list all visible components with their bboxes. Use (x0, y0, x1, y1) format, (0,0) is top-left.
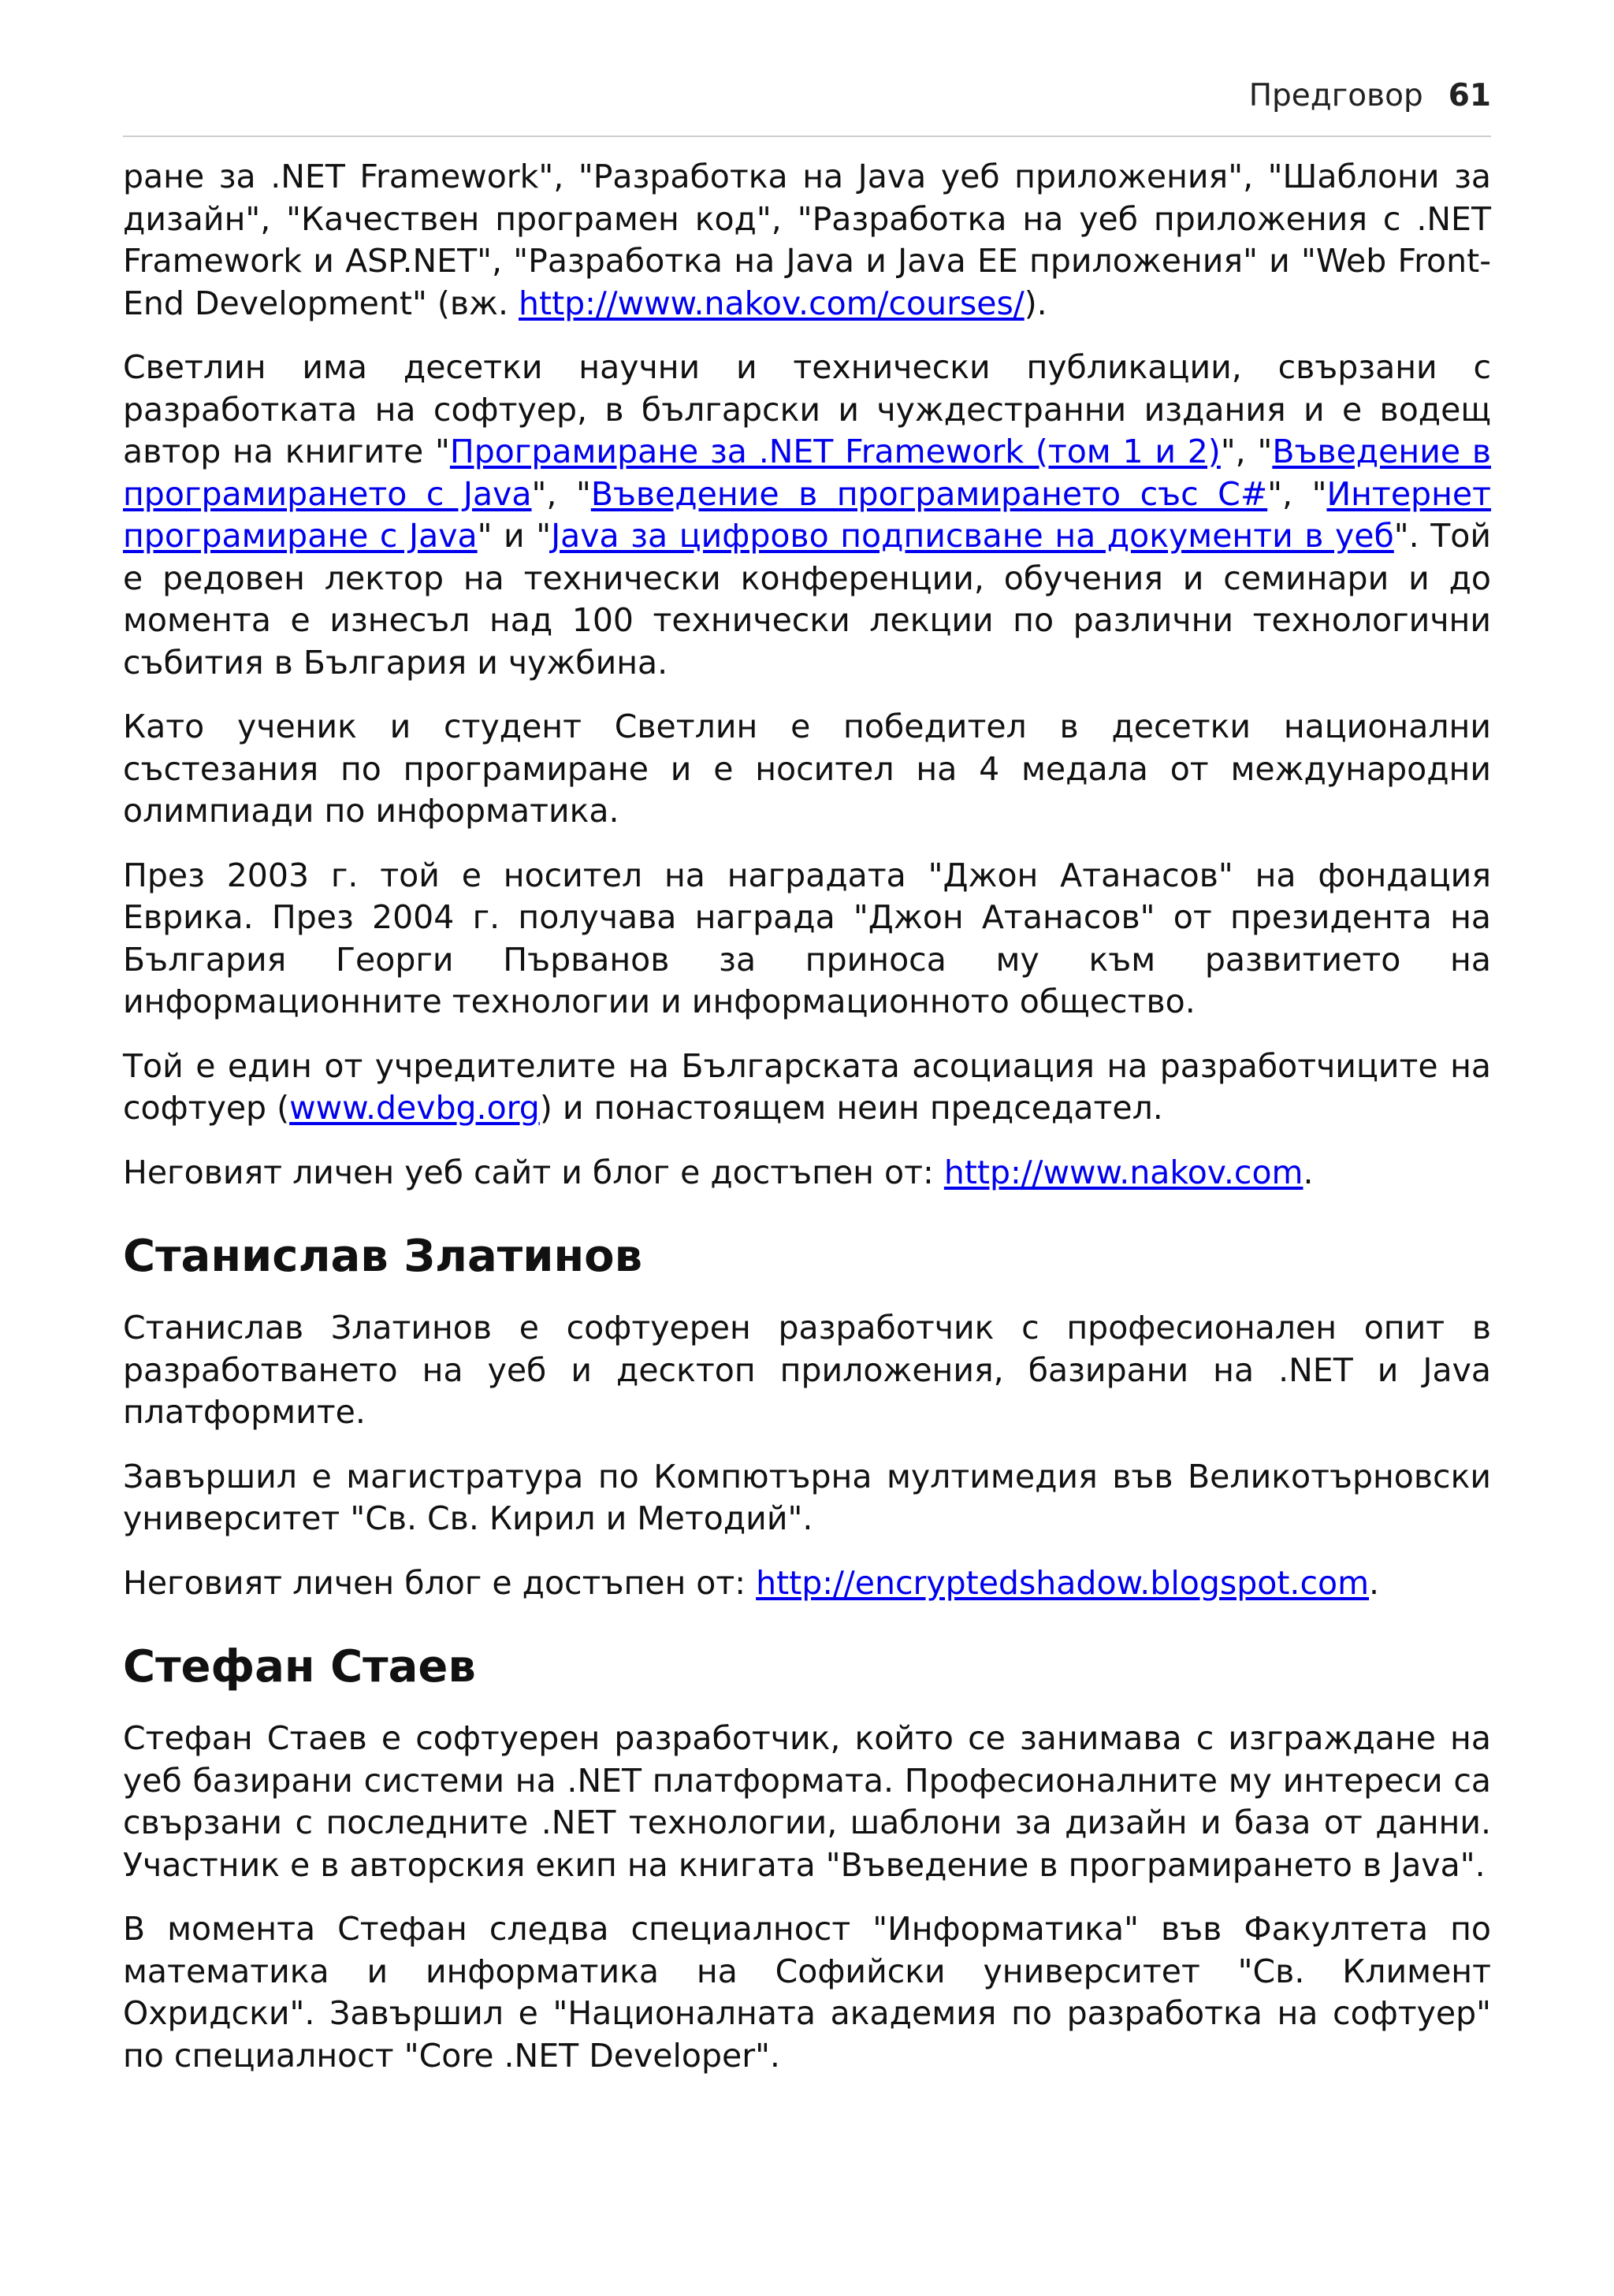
book-link-intro-java[interactable]: Въведение в програмирането с Java (123, 433, 1491, 513)
running-header (123, 76, 1491, 137)
page-content (123, 137, 1491, 2077)
paragraph-zlatinov-intro: Станислав Златинов е софтуерен разработчик с професионален опит в разработването на уеб и десктоп приложения, базирани на .NET и Java платформите. (123, 1309, 1491, 1431)
header-title: Предговор (1248, 78, 1423, 113)
paragraph-awards: През 2003 г. той е носител на наградата "Джон Атанасов" на фондация Еврика. През 2004 г. получава награда "Джон Атанасов" от президента на България Георги Първанов за приноса му към развитието на информационните технологии и информационното общество. (123, 856, 1491, 1020)
paragraph-zlatinov-blog: Неговият личен блог е достъпен от: http://encryptedshadow.blogspot.com. (123, 1563, 1380, 1602)
paragraph-zlatinov-education: Завършил е магистратура по Компютърна мултимедия във Великотърновски университет "Св. Св. Кирил и Методий". (123, 1457, 1491, 1537)
section-heading-zlatinov: Станислав Златинов (123, 1231, 643, 1282)
document-page (123, 76, 1491, 2099)
section-heading-staev: Стефан Стаев (123, 1641, 476, 1692)
paragraph-courses: ране за .NET Framework", "Разработка на Java уеб приложения", "Шаблони за дизайн", "Качествен програмен код", "Разработка на уеб приложения с .NET Framework и ASP.NET", "Разработка на Java и Java EE приложения" и "Web Front-End Development" (вж. http://www.nakov.com/courses/). (123, 158, 1491, 322)
courses-link[interactable]: http://www.nakov.com/courses/ (519, 284, 1025, 322)
zlatinov-blog-link[interactable]: http://encryptedshadow.blogspot.com (756, 1563, 1370, 1602)
page-number: 61 (1448, 78, 1491, 113)
paragraph-devbg: Той е един от учредителите на Българската асоциация на разработчиците на софтуер (www.devbg.org) и понастоящем неин председател. (123, 1046, 1491, 1127)
paragraph-staev-education: В момента Стефан следва специалност "Информатика" във Факултета по математика и информатика на Софийски университет "Св. Климент Охридски". Завършил е "Националната академия по разработка на софтуер" по специалност "Core .NET Developer". (123, 1910, 1491, 2075)
paragraph-staev-intro: Стефан Стаев е софтуерен разработчик, който се занимава с изграждане на уеб базирани системи на .NET платформата. Професионалните му интереси са свързани с последните .NET технологии, шаблони за дизайн и база от данни. Участник е в авторския екип на книгата "Въведение в програмирането в Java". (123, 1719, 1491, 1884)
book-link-dotnet-framework[interactable]: Програмиране за .NET Framework (том 1 и 2) (449, 433, 1221, 470)
book-link-intro-csharp[interactable]: Въведение в програмирането със C# (590, 474, 1268, 513)
book-link-internet-java[interactable]: Интернет програмиране с Java (123, 474, 1491, 555)
devbg-link[interactable]: www.devbg.org (289, 1089, 540, 1127)
paragraph-olympiads: Като ученик и студент Светлин е победител в десетки национални състезания по програмиране и е носител на 4 медала от международни олимпиади по информатика. (123, 708, 1491, 830)
book-link-java-signing[interactable]: Java за цифрово подписване на документи в уеб (551, 517, 1394, 555)
nakov-site-link[interactable]: http://www.nakov.com (943, 1153, 1303, 1191)
paragraph-website: Неговият личен уеб сайт и блог е достъпен от: http://www.nakov.com. (123, 1153, 1314, 1191)
paragraph-publications: Светлин има десетки научни и технически публикации, свързани с разработката на софтуер, в български и чуждестранни издания и е водещ автор на книгите "Програмиране за .NET Framework (том 1 и 2)", "Въведение в програмирането с Java", "Въведение в програмирането със C#", "Интернет програмиране с Java" и "Java за цифрово подписване на документи в уеб". Той е редовен лектор на технически конференции, обучения и семинари и до момента е изнесъл над 100 технически лекции по различни технологични събития в България и чужбина. (123, 348, 1491, 682)
